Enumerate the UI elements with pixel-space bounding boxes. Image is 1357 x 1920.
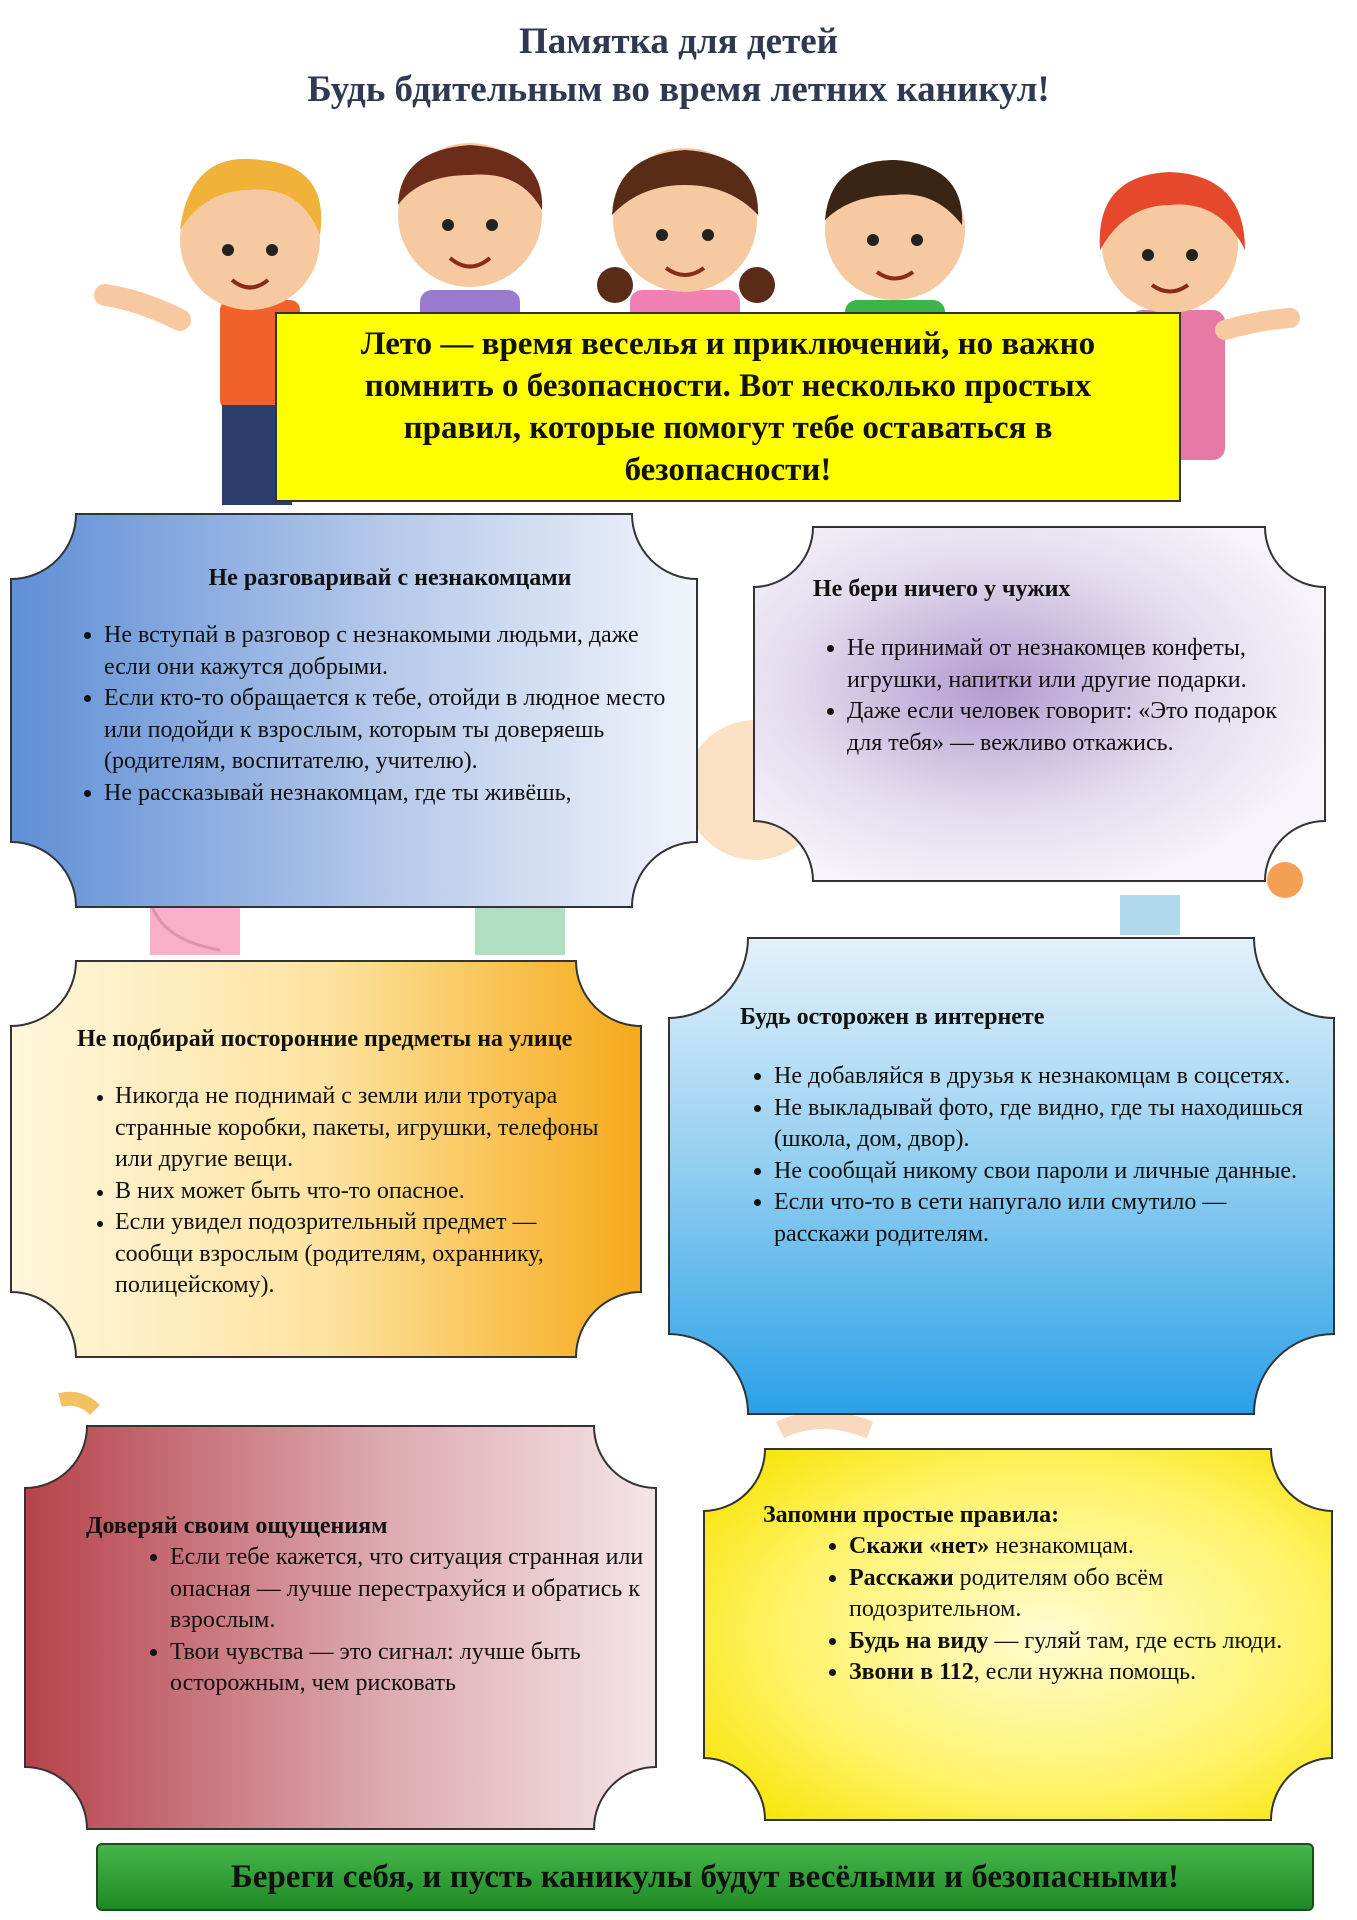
card-gifts-title: Не бери ничего у чужих bbox=[813, 576, 1071, 602]
list-item: • Не рассказывай незнакомцам, где ты живёшь, bbox=[104, 778, 680, 810]
list-item: • Не добавляйся в друзья к незнакомцам в соцсетях. bbox=[774, 1061, 1320, 1093]
card-objects bbox=[10, 960, 642, 1358]
card-rules-title: Запомни простые правила: bbox=[763, 1502, 1060, 1528]
list-item bbox=[849, 1531, 1323, 1563]
rule-text: , если нужна помощь. bbox=[973, 1659, 1197, 1685]
list-item: • Не сообщай никому свои пароли и личные данные. bbox=[774, 1156, 1320, 1188]
list-item: • Если тебе кажется, что ситуация странная или опасная — лучше перестрахуйся и обратись к взрослым. bbox=[170, 1542, 646, 1637]
card-strangers bbox=[10, 513, 698, 908]
intro-banner: Лето — время веселья и приключений, но важно помнить о безопасности. Вот несколько простых правил, которые помогут тебе оставаться в безопасности! bbox=[275, 312, 1181, 502]
card-objects-title: Не подбирай посторонние предметы на улице bbox=[77, 1026, 573, 1052]
card-rules bbox=[703, 1448, 1333, 1821]
list-item bbox=[849, 1626, 1323, 1658]
rule-bold: Будь на виду bbox=[849, 1627, 989, 1654]
list-item: • Не вступай в разговор с незнакомыми людьми, даже если они кажутся добрыми. bbox=[104, 620, 680, 683]
card-internet-title: Будь осторожен в интернете bbox=[740, 1004, 1045, 1030]
rule-text: незнакомцам. bbox=[989, 1533, 1134, 1559]
card-strangers-title: Не разговаривай с незнакомцами bbox=[208, 565, 572, 591]
rule-bold: Скажи «нет» bbox=[849, 1533, 990, 1559]
list-item: • Никогда не поднимай с земли или тротуара странные коробки, пакеты, игрушки, телефоны или другие вещи. bbox=[115, 1081, 617, 1176]
list-item: • Твои чувства — это сигнал: лучше быть осторожным, чем рисковать bbox=[170, 1637, 646, 1700]
list-item: • Если увидел подозрительный предмет — сообщи взрослым (родителям, охраннику, полицейскому). bbox=[115, 1207, 617, 1302]
list-item bbox=[849, 1563, 1323, 1626]
rule-text: — гуляй там, где есть люди. bbox=[988, 1627, 1283, 1654]
list-item: • Если что-то в сети напугало или смутило — расскажи родителям. bbox=[774, 1187, 1320, 1250]
list-item: • Не выкладывай фото, где видно, где ты находишься (школа, дом, двор). bbox=[774, 1093, 1320, 1156]
card-feelings bbox=[24, 1425, 657, 1830]
title-line-2: Будь бдительным во время летних каникул! bbox=[307, 69, 1050, 110]
list-item: • В них может быть что-то опасное. bbox=[115, 1176, 617, 1208]
list-item: • Даже если человек говорит: «Это подарок для тебя» — вежливо откажись. bbox=[847, 696, 1313, 759]
footer-banner: Береги себя, и пусть каникулы будут весёлыми и безопасными! bbox=[96, 1843, 1314, 1911]
list-item bbox=[849, 1657, 1323, 1689]
card-internet bbox=[668, 937, 1335, 1415]
card-feelings-title: Доверяй своим ощущениям bbox=[86, 1513, 388, 1539]
rule-bold: Звони в 112 bbox=[849, 1659, 974, 1685]
card-gifts bbox=[753, 526, 1326, 882]
title-line-1: Памятка для детей bbox=[519, 21, 838, 62]
list-item: • Не принимай от незнакомцев конфеты, игрушки, напитки или другие подарки. bbox=[847, 633, 1313, 696]
rule-text: родителям обо всём подозрительном. bbox=[849, 1564, 1164, 1622]
rule-bold: Расскажи bbox=[849, 1564, 954, 1591]
list-item: • Если кто-то обращается к тебе, отойди в людное место или подойди к взрослым, которым ты доверяешь (родителям, воспитателю, учителю). bbox=[104, 683, 680, 778]
